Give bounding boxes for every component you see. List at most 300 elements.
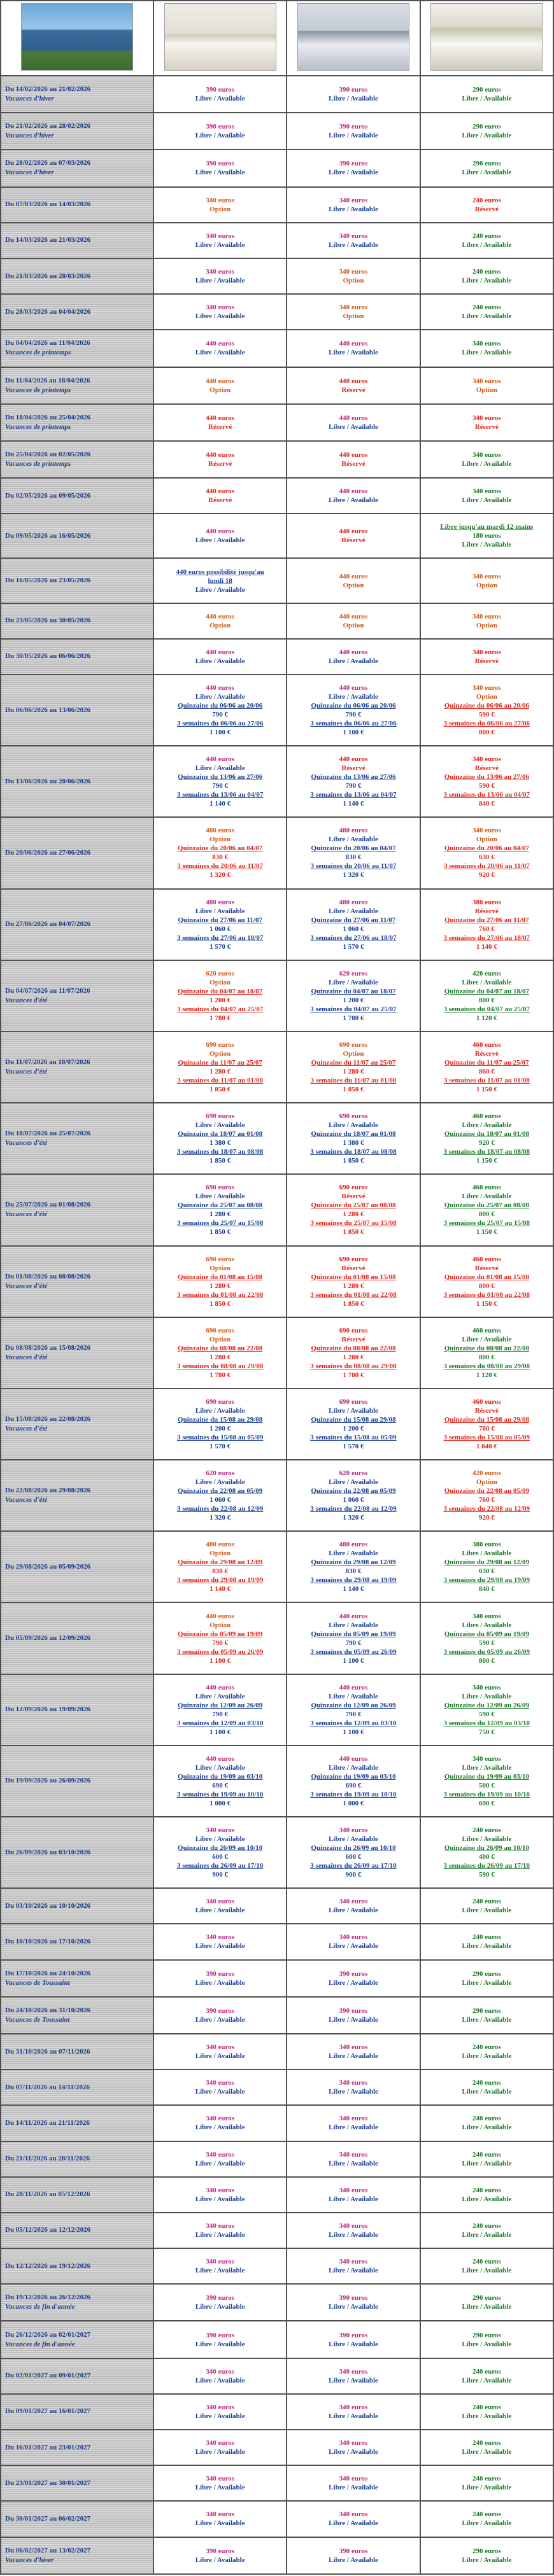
cell-line: Libre / Available [195, 657, 245, 665]
photo-cell-room-1 [153, 1, 287, 76]
week-date-label: Du 22/08/2026 au 29/08/2026 [5, 1487, 91, 1495]
cell-line[interactable]: Quinzaine du 05/09 au 19/09 [444, 1630, 529, 1638]
cell-line: Libre / Available [195, 132, 245, 140]
price-label: 340 euros [206, 2222, 235, 2230]
price-label: 340 euros [472, 612, 501, 620]
cell-line: Libre / Available [329, 1692, 378, 1700]
price-label: 340 euros [339, 2222, 368, 2230]
cell-line[interactable]: Quinzaine du 27/06 au 11/07 [178, 916, 262, 924]
room-3-status-cell [420, 1246, 553, 1317]
week-date-cell [1, 675, 153, 746]
week-date-label: Du 25/04/2026 au 02/05/2026 [5, 450, 91, 458]
week-date-cell [1, 2321, 153, 2358]
cell-line[interactable]: 3 semaines du 27/06 au 18/07 [310, 934, 397, 942]
cell-line: 790 € [212, 711, 229, 719]
cell-line: 1 100 € [210, 1656, 231, 1665]
holiday-label: Vacances d'été [5, 1424, 48, 1432]
cell-line[interactable]: Quinzaine du 11/07 au 25/07 [444, 1059, 529, 1067]
room-1-status-cell [153, 2284, 287, 2321]
room-3-status-cell [420, 2430, 553, 2465]
cell-line: Libre / Available [329, 1942, 378, 1950]
cell-line: Libre / Available [195, 2412, 245, 2420]
price-label: 340 euros [206, 304, 235, 312]
cell-line: Libre / Available [195, 2230, 245, 2239]
cell-line: 1 570 € [343, 1442, 364, 1450]
cell-line[interactable]: 3 semaines du 04/07 au 25/07 [310, 1005, 397, 1013]
price-label: 440 euros [339, 377, 368, 385]
cell-line[interactable]: 3 semaines du 06/06 au 27/06 [310, 720, 397, 728]
cell-line[interactable]: 3 semaines du 15/08 au 05/09 [176, 1433, 264, 1441]
week-date-cell [1, 2105, 153, 2141]
price-label: 390 euros [206, 2331, 235, 2339]
cell-line: 800 € [478, 996, 495, 1004]
cell-line: Libre / Available [329, 2448, 378, 2456]
price-label: 440 euros [206, 528, 235, 536]
room-1-status-cell [153, 2394, 287, 2430]
cell-line[interactable]: Quinzaine du 15/08 au 29/08 [178, 1415, 263, 1424]
week-date-cell [1, 1817, 153, 1888]
week-date-cell [1, 1174, 153, 1245]
cell-line[interactable]: 3 semaines du 12/09 au 03/10 [443, 1719, 530, 1727]
cell-line[interactable]: 3 semaines du 12/09 au 03/10 [310, 1719, 397, 1727]
cell-line[interactable]: Quinzaine du 20/06 au 04/07 [178, 844, 263, 853]
cell-line[interactable]: Quinzaine du 29/08 au 12/09 [178, 1558, 263, 1567]
price-label: 340 euros [339, 2510, 368, 2519]
week-date-label: Du 06/06/2026 au 13/06/2026 [5, 706, 91, 714]
cell-line[interactable]: Quinzaine du 06/06 au 20/06 [311, 702, 396, 710]
cell-line: Réservé [341, 1335, 366, 1343]
cell-line: Option [210, 1550, 231, 1558]
price-label: 340 euros [206, 2079, 235, 2087]
cell-line: 590 € [478, 1871, 495, 1879]
cell-line: Réservé [474, 1264, 499, 1272]
week-date-cell [1, 330, 153, 367]
cell-line: Libre / Available [195, 1763, 245, 1772]
cell-line[interactable]: 3 semaines du 06/06 au 27/06 [443, 720, 530, 728]
price-label: 340 euros [206, 1898, 235, 1906]
cell-line: Libre / Available [462, 2267, 512, 2275]
price-label: 440 euros [206, 414, 235, 422]
cell-line: 590 € [478, 782, 495, 790]
room-3-status-cell [420, 2105, 553, 2141]
cell-line: 1 060 € [343, 925, 364, 933]
room-3-status-cell [420, 2248, 553, 2284]
room-1-status-cell [153, 404, 287, 441]
cell-line[interactable]: Quinzaine du 27/06 au 11/07 [311, 916, 396, 924]
cell-line[interactable]: lundi 18 [208, 577, 232, 585]
price-label: 390 euros [339, 2294, 368, 2302]
room-1-status-cell [153, 1032, 287, 1103]
week-row [1, 558, 553, 603]
cell-line[interactable]: Quinzaine du 18/07 au 01/08 [444, 1130, 529, 1138]
price-label: 460 euros [472, 1112, 501, 1121]
cell-line: 840 € [478, 1585, 495, 1593]
cell-line: Réservé [208, 496, 232, 505]
cell-line[interactable]: 3 semaines du 05/09 au 26/09 [310, 1648, 397, 1656]
cell-line: Libre / Available [329, 657, 378, 665]
week-row [1, 1997, 553, 2034]
room-2-status-cell [287, 1674, 420, 1746]
cell-line: Libre / Available [329, 2088, 378, 2096]
week-date-cell [1, 2501, 153, 2537]
cell-line[interactable]: 3 semaines du 19/09 au 10/10 [443, 1790, 530, 1798]
week-date-cell [1, 1389, 153, 1460]
week-row [1, 1103, 553, 1174]
week-row [1, 2465, 553, 2501]
week-row [1, 1389, 553, 1460]
cell-line[interactable]: Quinzaine du 25/07 au 08/08 [444, 1201, 529, 1210]
cell-line: Libre / Available [195, 1193, 245, 1201]
cell-line: Libre / Available [462, 2519, 512, 2528]
cell-line[interactable]: Quinzaine du 19/09 au 03/10 [311, 1772, 396, 1781]
room-3-status-cell [420, 2465, 553, 2501]
week-date-label: Du 14/11/2026 au 21/11/2026 [5, 2118, 90, 2127]
price-label: 390 euros [206, 2006, 235, 2015]
cell-line[interactable]: Quinzaine du 04/07 au 18/07 [444, 987, 529, 995]
cell-line[interactable]: 3 semaines du 01/08 au 22/08 [443, 1291, 530, 1299]
room-2-status-cell [287, 2213, 420, 2248]
room-2-status-cell [287, 478, 420, 514]
room-2-status-cell [287, 404, 420, 441]
cell-line[interactable]: 3 semaines du 05/09 au 26/09 [443, 1648, 530, 1656]
cell-line: Libre / Available [195, 2088, 245, 2096]
room-3-status-cell [420, 2358, 553, 2394]
week-date-cell [1, 1317, 153, 1389]
room-3-status-cell [420, 113, 553, 150]
price-label: 440 euros [206, 1754, 235, 1763]
cell-line[interactable]: Quinzaine du 13/06 au 27/06 [178, 773, 263, 781]
cell-line[interactable]: Quinzaine du 05/09 au 19/09 [311, 1630, 396, 1638]
cell-line[interactable]: Quinzaine du 22/08 au 05/09 [444, 1487, 529, 1495]
price-label: 440 euros [339, 755, 368, 764]
week-date-cell [1, 960, 153, 1032]
cell-line[interactable]: Quinzaine du 26/09 au 10/10 [311, 1844, 396, 1852]
week-date-label: Du 20/06/2026 au 27/06/2026 [5, 848, 91, 857]
cell-line[interactable]: 3 semaines du 20/06 au 11/07 [443, 862, 530, 871]
price-label: 390 euros [206, 160, 235, 168]
room-3-status-cell [420, 2537, 553, 2574]
cell-line: Libre / Available [462, 2484, 512, 2492]
cell-line[interactable]: 3 semaines du 11/07 au 01/08 [310, 1077, 397, 1085]
cell-line: Libre / Available [462, 1907, 512, 1915]
week-date-label: Du 14/02/2026 au 21/02/2026 [5, 85, 91, 94]
cell-line[interactable]: Quinzaine du 15/08 au 29/08 [444, 1415, 529, 1424]
week-date-label: Du 14/03/2026 au 21/03/2026 [5, 236, 91, 244]
week-date-label: Du 28/11/2026 au 05/12/2026 [5, 2190, 90, 2199]
cell-line[interactable]: 3 semaines du 20/06 au 11/07 [310, 862, 397, 871]
cell-line[interactable]: Quinzaine du 12/09 au 26/09 [178, 1701, 263, 1709]
cell-line[interactable]: 3 semaines du 11/07 au 01/08 [443, 1077, 530, 1085]
cell-line[interactable]: 3 semaines du 22/08 au 12/09 [176, 1505, 264, 1513]
cell-line[interactable]: 3 semaines du 15/08 au 05/09 [443, 1433, 530, 1441]
cell-line[interactable]: 3 semaines du 01/08 au 22/08 [176, 1291, 264, 1299]
price-label: 460 euros [472, 1184, 501, 1192]
cell-line[interactable]: Quinzaine du 29/08 au 12/09 [444, 1558, 529, 1567]
cell-line: Libre / Available [195, 2519, 245, 2528]
price-label: 240 euros [472, 2150, 501, 2159]
cell-line: Libre / Available [462, 2303, 512, 2311]
price-label: 440 euros [206, 1612, 235, 1620]
holiday-label: Vacances d'été [5, 1282, 48, 1290]
room-2-status-cell [287, 1460, 420, 1531]
price-label: 440 euros [339, 487, 368, 496]
cell-line[interactable]: Quinzaine du 29/08 au 12/09 [311, 1558, 396, 1567]
cell-line[interactable]: Quinzaine du 04/07 au 18/07 [178, 987, 263, 995]
cell-line[interactable]: 3 semaines du 08/08 au 29/08 [176, 1362, 264, 1370]
week-date-cell [1, 2430, 153, 2465]
week-date-cell [1, 639, 153, 675]
room-1-status-cell [153, 187, 287, 223]
price-label: 340 euros [206, 2475, 235, 2483]
cell-line: 830 € [212, 853, 229, 862]
cell-line: Libre / Available [329, 1406, 378, 1415]
price-label: 290 euros [472, 86, 501, 94]
price-label: 290 euros [472, 1970, 501, 1978]
week-date-cell [1, 76, 153, 113]
cell-line[interactable]: Quinzaine du 01/08 au 15/08 [178, 1273, 263, 1281]
price-label: 340 euros [206, 2043, 235, 2052]
cell-line: Réservé [208, 459, 232, 468]
price-label: 390 euros [339, 1970, 368, 1978]
cell-line[interactable]: Quinzaine du 22/08 au 05/09 [178, 1487, 263, 1495]
price-label: 440 euros [339, 451, 368, 459]
cell-line: 1 850 € [210, 1299, 231, 1308]
cell-line[interactable]: 3 semaines du 08/08 au 29/08 [310, 1362, 397, 1370]
cell-line: Libre / Available [195, 169, 245, 177]
cell-line[interactable]: 3 semaines du 27/06 au 18/07 [176, 934, 264, 942]
price-label: 390 euros [339, 160, 368, 168]
cell-line: Libre / Available [462, 1942, 512, 1950]
cell-line: Réservé [341, 536, 366, 545]
cell-line[interactable]: 3 semaines du 11/07 au 01/08 [177, 1077, 264, 1085]
cell-line: Libre / Available [462, 2088, 512, 2096]
price-label: 440 euros [339, 1612, 368, 1620]
cell-line[interactable]: 3 semaines du 22/08 au 12/09 [310, 1505, 397, 1513]
cell-line[interactable]: Quinzaine du 12/09 au 26/09 [444, 1701, 529, 1709]
cell-line[interactable]: Quinzaine du 26/09 au 10/10 [178, 1844, 263, 1852]
cell-line: 1 850 € [210, 1086, 231, 1094]
cell-line: Option [343, 1050, 364, 1058]
room-1-status-cell [153, 1960, 287, 1997]
cell-line[interactable]: Quinzaine du 08/08 au 22/08 [178, 1344, 263, 1352]
price-label: 390 euros [339, 2006, 368, 2015]
price-label[interactable]: Libre jusqu'au mardi 12 mains [440, 523, 534, 531]
cell-line: 1 280 € [210, 1353, 231, 1361]
holiday-label: Vacances de printemps [5, 386, 71, 394]
week-row [1, 1674, 553, 1746]
cell-line[interactable]: 3 semaines du 18/07 au 08/08 [310, 1148, 397, 1156]
cell-line[interactable]: 3 semaines du 25/07 au 15/08 [443, 1219, 530, 1228]
week-row [1, 817, 553, 888]
cell-line[interactable]: 3 semaines du 29/08 au 19/09 [310, 1576, 397, 1585]
cell-line[interactable]: Quinzaine du 15/08 au 29/08 [311, 1415, 396, 1424]
week-date-cell [1, 441, 153, 478]
cell-line[interactable]: Quinzaine du 20/06 au 04/07 [311, 844, 396, 853]
photo-cell-room-2 [287, 1, 420, 76]
cell-line[interactable]: 3 semaines du 08/08 au 29/08 [443, 1362, 530, 1370]
cell-line[interactable]: Quinzaine du 12/09 au 26/09 [311, 1701, 396, 1709]
room-3-status-cell [420, 223, 553, 258]
week-date-label: Du 08/08/2026 au 15/08/2026 [5, 1343, 91, 1352]
cell-line[interactable]: 3 semaines du 25/07 au 15/08 [310, 1219, 397, 1228]
holiday-label: Vacances de fin d'année [5, 2303, 75, 2311]
cell-line[interactable]: Quinzaine du 05/09 au 19/09 [178, 1630, 263, 1638]
week-row [1, 2141, 553, 2177]
cell-line[interactable]: 3 semaines du 04/07 au 25/07 [176, 1005, 264, 1013]
room-1-status-cell [153, 889, 287, 960]
week-date-label: Du 28/03/2026 au 04/04/2026 [5, 307, 91, 316]
cell-line: Libre / Available [329, 496, 378, 505]
cell-line: Libre / Available [329, 132, 378, 140]
cell-line[interactable]: 3 semaines du 18/07 au 08/08 [176, 1148, 264, 1156]
cell-line: 1 150 € [476, 1157, 497, 1165]
cell-line: 630 € [478, 1567, 495, 1576]
cell-line[interactable]: Quinzaine du 25/07 au 08/08 [178, 1201, 263, 1210]
week-row [1, 1246, 553, 1317]
cell-line[interactable]: 3 semaines du 26/09 au 17/10 [443, 1862, 530, 1870]
price-label: 440 euros [339, 1683, 368, 1691]
cell-line[interactable]: Quinzaine du 18/07 au 01/08 [311, 1130, 396, 1138]
room-1-status-cell [153, 258, 287, 294]
cell-line[interactable]: 3 semaines du 20/06 au 11/07 [177, 862, 264, 871]
room-1-status-cell [153, 558, 287, 603]
cell-line[interactable]: 3 semaines du 29/08 au 19/09 [176, 1576, 264, 1585]
cell-line[interactable]: Quinzaine du 20/06 au 04/07 [444, 844, 529, 853]
cell-line[interactable]: 3 semaines du 12/09 au 03/10 [176, 1719, 264, 1727]
price-label: 460 euros [472, 1041, 501, 1049]
cell-line: 790 € [212, 782, 229, 790]
room-2-status-cell [287, 1817, 420, 1888]
cell-line[interactable]: 3 semaines du 13/06 au 04/07 [176, 791, 264, 799]
cell-line[interactable]: Quinzaine du 11/07 au 25/07 [178, 1059, 262, 1067]
cell-line: Libre / Available [462, 978, 512, 986]
room-1-status-cell [153, 294, 287, 330]
cell-line[interactable]: 3 semaines du 26/09 au 17/10 [310, 1862, 397, 1870]
cell-line[interactable]: Quinzaine du 25/07 au 08/08 [311, 1201, 396, 1210]
cell-line: Libre / Available [329, 2519, 378, 2528]
cell-line[interactable]: Quinzaine du 08/08 au 22/08 [311, 1344, 396, 1352]
cell-line: Option [210, 836, 231, 844]
holiday-label: Vacances d'hiver [5, 2556, 54, 2564]
cell-line: Libre / Available [195, 2052, 245, 2061]
cell-line: 790 € [212, 1639, 229, 1647]
cell-line[interactable]: 3 semaines du 18/07 au 08/08 [443, 1148, 530, 1156]
cell-line[interactable]: Quinzaine du 04/07 au 18/07 [311, 987, 396, 995]
cell-line[interactable]: 3 semaines du 04/07 au 25/07 [443, 1005, 530, 1013]
cell-line[interactable]: 3 semaines du 01/08 au 22/08 [310, 1291, 397, 1299]
room-1-status-cell [153, 603, 287, 639]
cell-line: Réservé [208, 423, 232, 431]
photo-header-row [1, 1, 553, 76]
cell-line[interactable]: 3 semaines du 29/08 au 19/09 [443, 1576, 530, 1585]
cell-line[interactable]: Quinzaine du 13/06 au 27/06 [311, 773, 396, 781]
price-label: 340 euros [339, 2439, 368, 2447]
cell-line: Libre / Available [462, 459, 512, 468]
cell-line: Libre / Available [462, 2556, 512, 2564]
room-2-status-cell [287, 2034, 420, 2069]
cell-line: Option [476, 836, 497, 844]
cell-line: 1 320 € [210, 871, 231, 879]
cell-line[interactable]: Quinzaine du 19/09 au 03/10 [444, 1772, 529, 1781]
room-1-status-cell [153, 1674, 287, 1746]
cell-line: Libre / Available [195, 1692, 245, 1700]
cell-line[interactable]: 3 semaines du 05/09 au 26/09 [176, 1648, 264, 1656]
cell-line[interactable]: Quinzaine du 06/06 au 20/06 [444, 702, 529, 710]
cell-line[interactable]: Quinzaine du 13/06 au 27/06 [444, 773, 529, 781]
cell-line[interactable]: Quinzaine du 01/08 au 15/08 [311, 1273, 396, 1281]
room-2-status-cell [287, 2177, 420, 2213]
cell-line[interactable]: Quinzaine du 18/07 au 01/08 [178, 1130, 263, 1138]
cell-line[interactable]: 3 semaines du 26/09 au 17/10 [176, 1862, 264, 1870]
cell-line[interactable]: 3 semaines du 25/07 au 15/08 [176, 1219, 264, 1228]
cell-line: Libre / Available [329, 907, 378, 915]
cell-line: 920 € [478, 871, 495, 879]
cell-line[interactable]: Quinzaine du 26/09 au 10/10 [444, 1844, 529, 1852]
cell-line[interactable]: 3 semaines du 22/08 au 12/09 [443, 1505, 530, 1513]
cell-line[interactable]: 3 semaines du 19/09 au 10/10 [310, 1790, 397, 1798]
cell-line: 600 € [345, 1853, 362, 1861]
cell-line[interactable]: 3 semaines du 27/06 au 18/07 [443, 934, 530, 942]
week-row [1, 1888, 553, 1924]
week-date-label: Du 07/03/2026 au 14/03/2026 [5, 200, 91, 209]
cell-line[interactable]: 3 semaines du 13/06 au 04/07 [443, 791, 530, 799]
price-label[interactable]: 440 euros possibilité jusqu'au [176, 568, 264, 576]
week-row [1, 746, 553, 817]
cell-line: Libre / Available [462, 95, 512, 103]
cell-line[interactable]: 3 semaines du 19/09 au 10/10 [176, 1790, 264, 1798]
cell-line[interactable]: Quinzaine du 01/08 au 15/08 [444, 1273, 529, 1281]
cell-line[interactable]: Quinzaine du 19/09 au 03/10 [178, 1772, 263, 1781]
cell-line: 830 € [345, 1567, 362, 1576]
cell-line: Libre / Available [462, 2230, 512, 2239]
week-date-cell [1, 1924, 153, 1959]
week-date-label: Du 09/01/2027 au 16/01/2027 [5, 2407, 91, 2416]
cell-line[interactable]: 3 semaines du 13/06 au 04/07 [310, 791, 397, 799]
price-label: 240 euros [472, 1933, 501, 1942]
cell-line[interactable]: Quinzaine du 22/08 au 05/09 [311, 1487, 396, 1495]
cell-line[interactable]: 3 semaines du 06/06 au 27/06 [176, 720, 264, 728]
cell-line[interactable]: Quinzaine du 27/06 au 11/07 [444, 916, 529, 924]
room-2-status-cell [287, 294, 420, 330]
cell-line: Libre / Available [195, 1835, 245, 1844]
cell-line: Option [343, 581, 364, 589]
room-3-status-cell [420, 2177, 553, 2213]
cell-line: Libre / Available [195, 2124, 245, 2132]
room-2-status-cell [287, 2430, 420, 2465]
cell-line[interactable]: Quinzaine du 06/06 au 20/06 [178, 702, 263, 710]
cell-line: Option [210, 1050, 231, 1058]
room-1-status-cell [153, 1246, 287, 1317]
price-label: 440 euros [206, 755, 235, 764]
holiday-label: Vacances d'hiver [5, 169, 54, 177]
cell-line[interactable]: 3 semaines du 15/08 au 05/09 [310, 1433, 397, 1441]
cell-line: 590 € [478, 711, 495, 719]
cell-line: Libre / Available [329, 2052, 378, 2061]
week-row [1, 514, 553, 558]
cell-line: 1 570 € [343, 942, 364, 951]
room-1-status-cell [153, 2465, 287, 2501]
cell-line: Libre / Available [195, 2159, 245, 2167]
price-label: 340 euros [206, 2150, 235, 2159]
price-label: 690 euros [206, 1041, 235, 1049]
cell-line[interactable]: Quinzaine du 11/07 au 25/07 [311, 1059, 396, 1067]
cell-line[interactable]: Quinzaine du 08/08 au 22/08 [444, 1344, 529, 1352]
price-label: 480 euros [339, 1541, 368, 1549]
cell-line: Libre / Available [329, 693, 378, 701]
cell-line: Libre / Available [329, 1621, 378, 1629]
cell-line: Libre / Available [329, 2376, 378, 2384]
week-date-label: Du 10/10/2026 au 17/10/2026 [5, 1937, 91, 1945]
